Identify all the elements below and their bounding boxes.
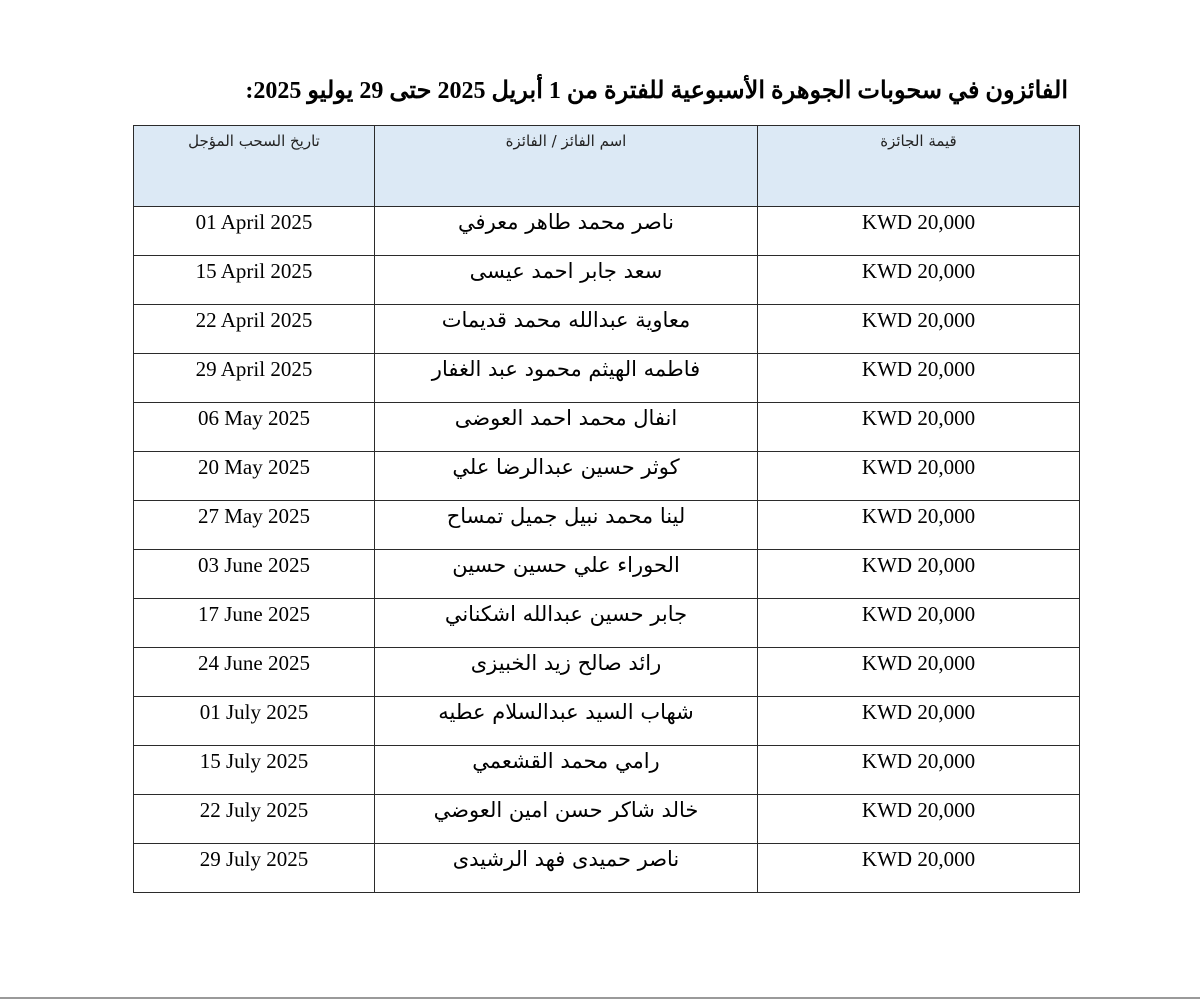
table-row	[134, 550, 1080, 599]
cell-winner-name: سعد جابر احمد عيسى	[375, 256, 758, 305]
cell-draw-date: 15 April 2025	[134, 256, 375, 305]
cell-draw-date: 01 July 2025	[134, 697, 375, 746]
header-winner-name: اسم الفائز / الفائزة	[375, 126, 758, 207]
cell-draw-date: 06 May 2025	[134, 403, 375, 452]
cell-winner-name: كوثر حسين عبدالرضا علي	[375, 452, 758, 501]
table-row	[134, 795, 1080, 844]
cell-draw-date: 22 July 2025	[134, 795, 375, 844]
table-row	[134, 403, 1080, 452]
cell-draw-date: 27 May 2025	[134, 501, 375, 550]
table-row	[134, 746, 1080, 795]
document-title: الفائزون في سحوبات الجوهرة الأسبوعية للفترة من 1 أبريل 2025 حتى 29 يوليو 2025:	[245, 78, 1068, 104]
table-row	[134, 501, 1080, 550]
cell-winner-name: انفال محمد احمد العوضى	[375, 403, 758, 452]
cell-draw-date: 20 May 2025	[134, 452, 375, 501]
cell-draw-date: 24 June 2025	[134, 648, 375, 697]
cell-draw-date: 22 April 2025	[134, 305, 375, 354]
cell-winner-name: معاوية عبدالله محمد قديمات	[375, 305, 758, 354]
cell-winner-name: رامي محمد القشعمي	[375, 746, 758, 795]
cell-prize-value: KWD 20,000	[758, 452, 1080, 501]
table-row	[134, 207, 1080, 256]
table-row	[134, 354, 1080, 403]
cell-draw-date: 29 April 2025	[134, 354, 375, 403]
table-row	[134, 256, 1080, 305]
cell-winner-name: ناصر محمد طاهر معرفي	[375, 207, 758, 256]
cell-prize-value: KWD 20,000	[758, 354, 1080, 403]
cell-draw-date: 01 April 2025	[134, 207, 375, 256]
table-row	[134, 697, 1080, 746]
table-header-row	[134, 126, 1080, 207]
cell-prize-value: KWD 20,000	[758, 403, 1080, 452]
cell-prize-value: KWD 20,000	[758, 844, 1080, 893]
cell-prize-value: KWD 20,000	[758, 256, 1080, 305]
table-row	[134, 452, 1080, 501]
table-row	[134, 844, 1080, 893]
cell-draw-date: 29 July 2025	[134, 844, 375, 893]
cell-winner-name: لينا محمد نبيل جميل تمساح	[375, 501, 758, 550]
header-prize-value: قيمة الجائزة	[758, 126, 1080, 207]
cell-winner-name: رائد صالح زيد الخبيزى	[375, 648, 758, 697]
cell-prize-value: KWD 20,000	[758, 305, 1080, 354]
cell-draw-date: 15 July 2025	[134, 746, 375, 795]
winners-table	[133, 125, 1080, 893]
table-row	[134, 305, 1080, 354]
cell-winner-name: فاطمه الهيثم محمود عبد الغفار	[375, 354, 758, 403]
cell-winner-name: خالد شاكر حسن امين العوضي	[375, 795, 758, 844]
cell-prize-value: KWD 20,000	[758, 648, 1080, 697]
table-row	[134, 599, 1080, 648]
cell-prize-value: KWD 20,000	[758, 697, 1080, 746]
cell-prize-value: KWD 20,000	[758, 599, 1080, 648]
cell-winner-name: ناصر حميدى فهد الرشيدى	[375, 844, 758, 893]
cell-draw-date: 03 June 2025	[134, 550, 375, 599]
page-bottom-divider	[0, 997, 1200, 999]
cell-winner-name: الحوراء علي حسين حسين	[375, 550, 758, 599]
cell-prize-value: KWD 20,000	[758, 746, 1080, 795]
cell-prize-value: KWD 20,000	[758, 207, 1080, 256]
table-row	[134, 648, 1080, 697]
cell-draw-date: 17 June 2025	[134, 599, 375, 648]
winners-table-body	[134, 207, 1080, 893]
cell-prize-value: KWD 20,000	[758, 501, 1080, 550]
header-draw-date: تاريخ السحب المؤجل	[134, 126, 375, 207]
cell-winner-name: جابر حسين عبدالله اشكناني	[375, 599, 758, 648]
cell-prize-value: KWD 20,000	[758, 550, 1080, 599]
cell-prize-value: KWD 20,000	[758, 795, 1080, 844]
cell-winner-name: شهاب السيد عبدالسلام عطيه	[375, 697, 758, 746]
